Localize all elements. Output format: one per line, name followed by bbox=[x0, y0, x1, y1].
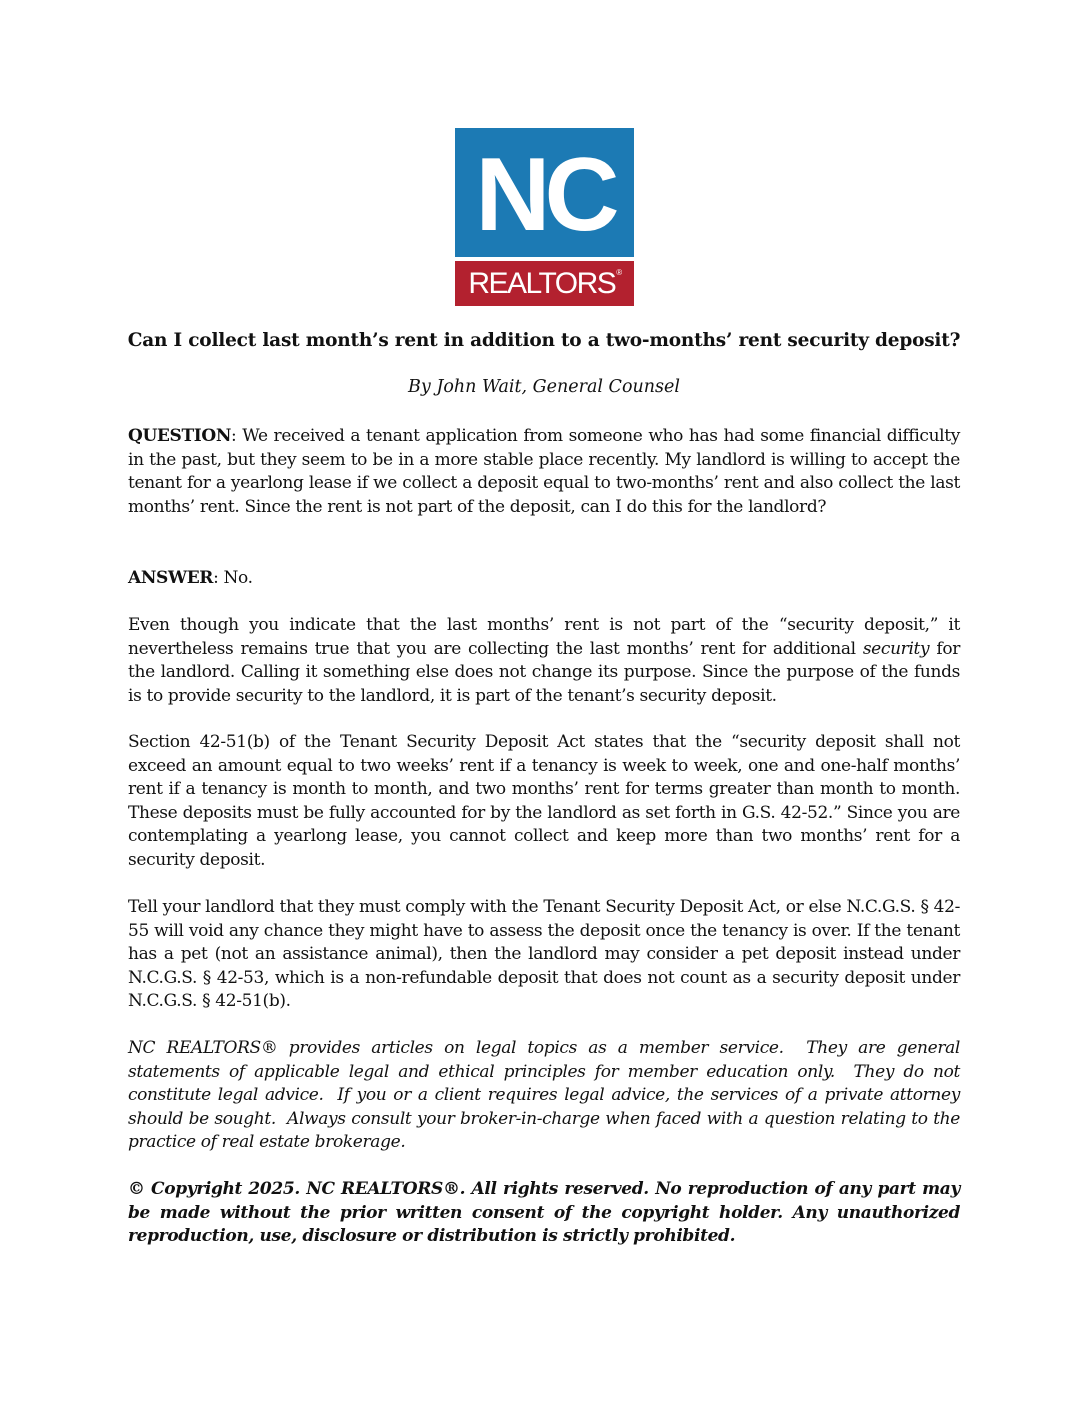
body-paragraph-3: Tell your landlord that they must comply with the Tenant Security Deposit Act, or else N.C.G.S. § 42-55 will void any chance they might have to assess the deposit once the tenancy is over. If the tenant has a pet (not an assistance animal), then the landlord may consider a pet deposit instead under N.C.G.S. § 42-53, which is a non-refundable deposit that does not count as a security deposit under N.C.G.S. § 42-51(b). bbox=[128, 897, 960, 1011]
answer-label: ANSWER bbox=[128, 568, 214, 588]
article-byline: By John Wait, General Counsel bbox=[408, 377, 680, 397]
body-paragraph-1-emphasis: security bbox=[862, 638, 930, 659]
answer-paragraph bbox=[128, 567, 960, 591]
question-paragraph bbox=[128, 425, 960, 519]
copyright-notice: © Copyright 2025. NC REALTORS®. All rights reserved. No reproduction of any part may be made without the prior written consent of the copyright holder. Any unauthorized reproduction, use, disclosure or distribution is strictly prohibited. bbox=[128, 1179, 960, 1246]
legal-disclaimer: NC REALTORS® provides articles on legal topics as a member service. They are general statements of applicable legal and ethical principles for member education only. They do not constitute legal advice. If you or a client requires legal advice, the services of a private attorney should be sought. Always consult your broker-in-charge when faced with a question relating to the practice of real estate brokerage. bbox=[128, 1038, 966, 1152]
article-title: Can I collect last month’s rent in addition to a two-months’ rent security deposit? bbox=[127, 330, 961, 351]
nc-realtors-logo bbox=[455, 128, 634, 306]
question-text: : We received a tenant application from someone who has had some financial difficulty in the past, but they seem to be in a more stable place recently. My landlord is willing to accept the tenant for a yearlong lease if we collect a deposit equal to two-months’ rent and also collect the last months’ rent. Since the rent is not part of the deposit, can I do this for the landlord? bbox=[128, 426, 960, 517]
body-paragraph-1-after: for the landlord. Calling it something else does not change its purpose. Since the purpose of the funds is to provide security to the landlord, it is part of the tenant’s security deposit. bbox=[128, 638, 960, 706]
logo-realtors-word: REALTORS bbox=[468, 266, 616, 300]
logo-blue-block bbox=[455, 128, 634, 257]
body-paragraph-2: Section 42-51(b) of the Tenant Security Deposit Act states that the “security deposit shall not exceed an amount equal to two weeks’ rent if a tenancy is week to week, one and one-half months’ rent if a tenancy is month to month, and two months’ rent for terms greater than month to month. These deposits must be fully accounted for by the landlord as set forth in G.S. 42-52.” Since you are contemplating a yearlong lease, you cannot collect and keep more than two months’ rent for a security deposit. bbox=[128, 732, 960, 870]
registered-mark: ® bbox=[616, 267, 621, 277]
logo-nc-text: NC bbox=[475, 136, 614, 253]
answer-text: : No. bbox=[213, 568, 253, 588]
logo-realtors-text bbox=[468, 266, 621, 300]
body-paragraph-1 bbox=[128, 614, 960, 708]
question-label: QUESTION bbox=[128, 426, 232, 446]
body-paragraph-1-before: Even though you indicate that the last months’ rent is not part of the “security deposit,” it nevertheless remains true that you are collecting the last months’ rent for additional bbox=[128, 615, 960, 659]
logo-red-block bbox=[455, 261, 634, 306]
